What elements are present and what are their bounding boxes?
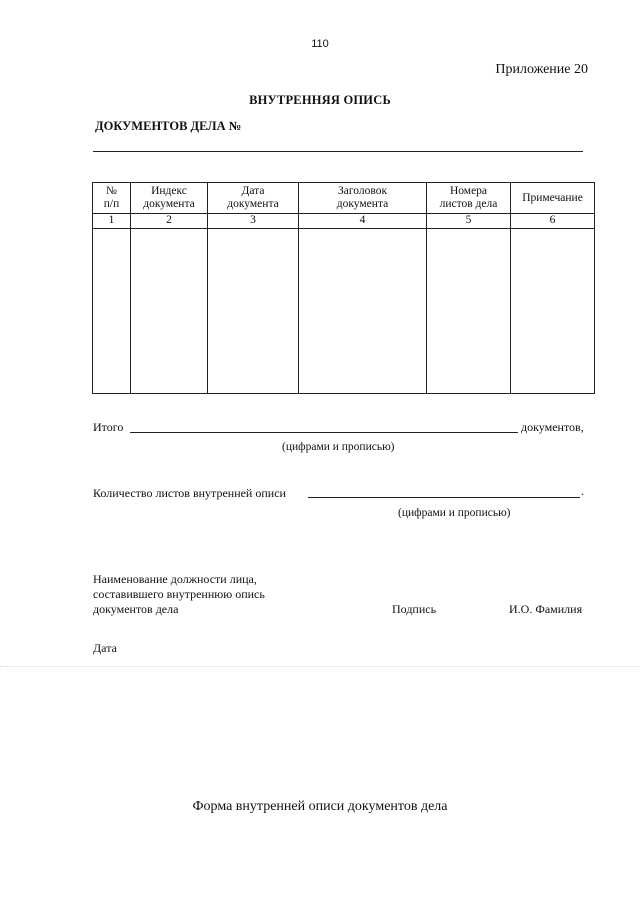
- header-cell-number: № п/п: [93, 183, 131, 214]
- document-subtitle: ДОКУМЕНТОВ ДЕЛА №: [95, 119, 242, 133]
- sheets-end: .: [581, 484, 584, 498]
- totals-line: [130, 432, 518, 433]
- position-line: составившего внутреннюю опись: [93, 587, 265, 601]
- page-number: 110: [311, 38, 329, 50]
- position-line: Наименование должности лица,: [93, 572, 257, 586]
- date-label: Дата: [93, 641, 117, 655]
- table-empty-row: [93, 229, 595, 394]
- table-header-row: [93, 183, 595, 214]
- case-number-line: [93, 151, 583, 152]
- form-caption: Форма внутренней описи документов дела: [192, 799, 448, 814]
- header-cell-index: Индекс документа: [131, 183, 208, 214]
- empty-cell: [299, 229, 427, 394]
- name-label: И.О. Фамилия: [509, 602, 583, 616]
- column-number: 6: [511, 214, 595, 229]
- header-cell-title: Заголовок документа: [299, 183, 427, 214]
- totals-note: (цифрами и прописью): [282, 441, 395, 453]
- empty-cell: [427, 229, 511, 394]
- column-number: 5: [427, 214, 511, 229]
- signature-label: Подпись: [392, 602, 437, 616]
- empty-cell: [511, 229, 595, 394]
- column-number: 4: [299, 214, 427, 229]
- scan-artifact-line: [0, 666, 640, 667]
- sheets-line: [308, 497, 580, 498]
- document-title: ВНУТРЕННЯЯ ОПИСЬ: [249, 93, 391, 107]
- totals-suffix: документов,: [521, 420, 584, 434]
- column-number: 3: [208, 214, 299, 229]
- empty-cell: [131, 229, 208, 394]
- totals-label: Итого: [93, 420, 124, 434]
- appendix-label: Приложение 20: [495, 62, 588, 77]
- column-number: 2: [131, 214, 208, 229]
- column-number: 1: [93, 214, 131, 229]
- inventory-table: [92, 182, 595, 394]
- position-line: документов дела: [93, 602, 179, 616]
- empty-cell: [208, 229, 299, 394]
- table-number-row: [93, 214, 595, 229]
- header-cell-sheets: Номера листов дела: [427, 183, 511, 214]
- sheets-label: Количество листов внутренней описи: [93, 486, 286, 500]
- position-block: [93, 572, 265, 617]
- header-cell-date: Дата документа: [208, 183, 299, 214]
- empty-cell: [93, 229, 131, 394]
- sheets-note: (цифрами и прописью): [398, 507, 511, 519]
- header-cell-note: Примечание: [511, 183, 595, 214]
